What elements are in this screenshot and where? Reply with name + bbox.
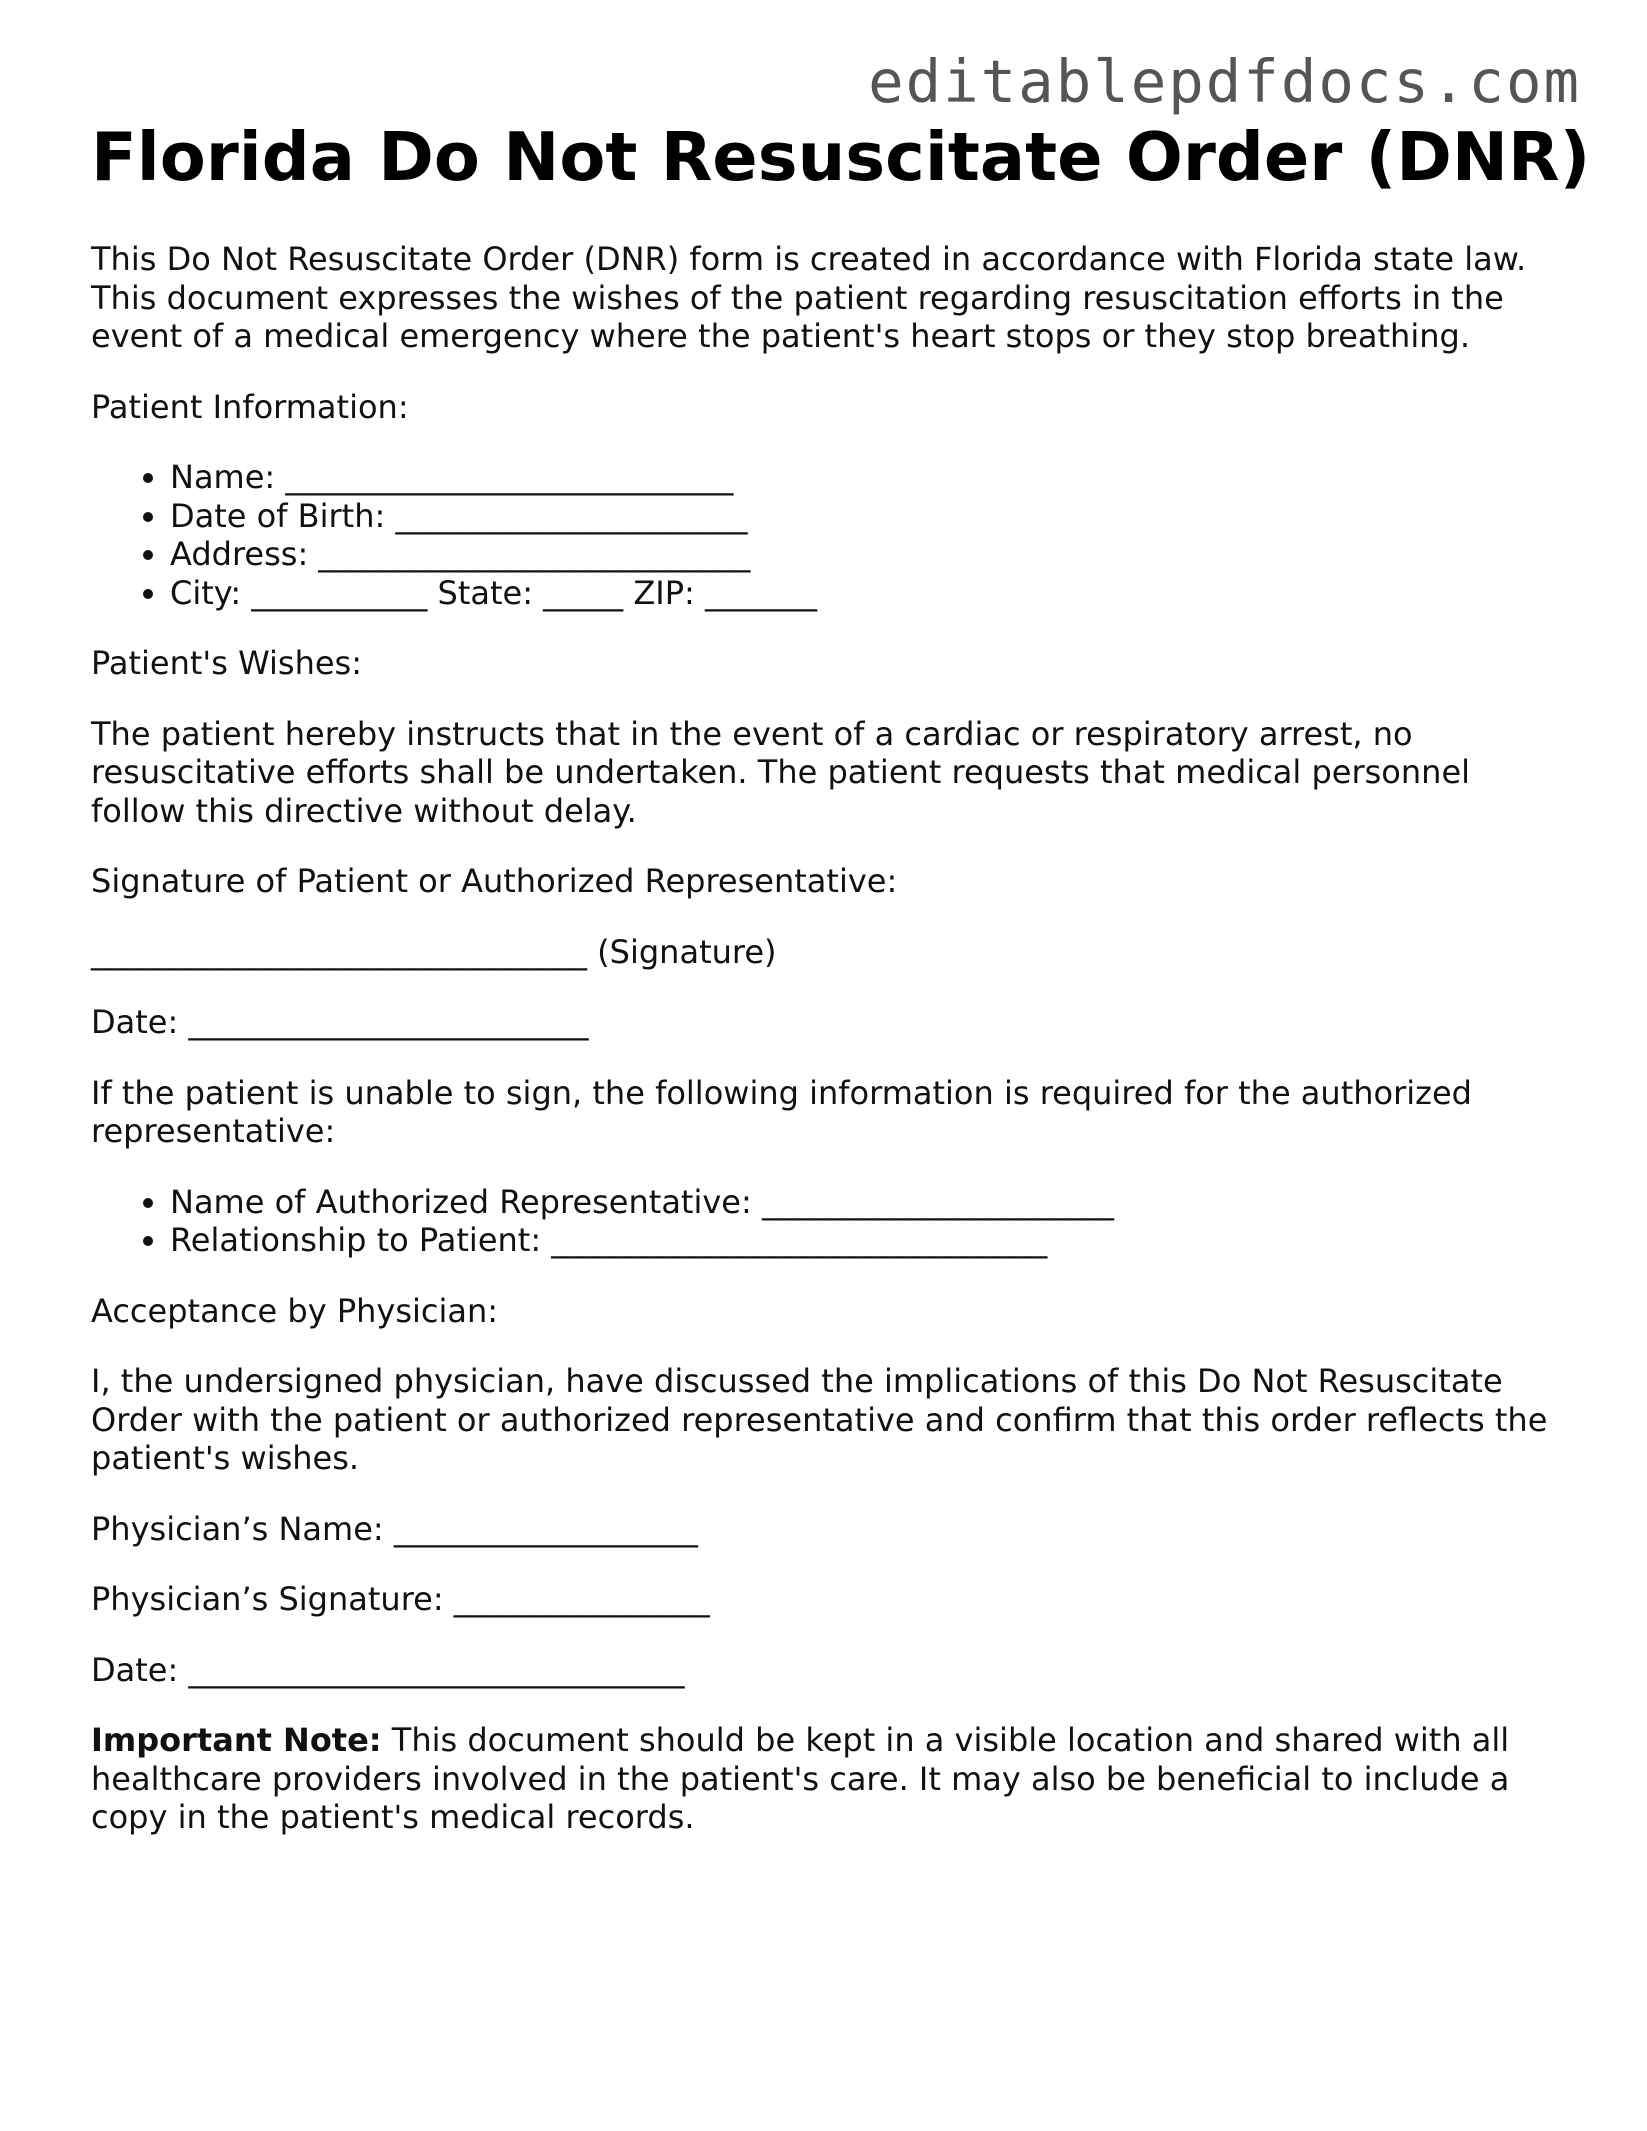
important-note <box>91 1721 1571 1837</box>
patient-wishes-text: The patient hereby instructs that in the event of a cardiac or respiratory arrest, no resuscitative efforts shall be undertaken. The patient requests that medical personnel follow this directive without delay. <box>91 714 1471 830</box>
representative-relationship-field[interactable]: • Relationship to Patient: _______________________________ <box>170 1221 1571 1260</box>
patient-info-list <box>91 458 1571 612</box>
document-body <box>91 118 1591 1869</box>
representative-list <box>91 1183 1571 1260</box>
patient-dob-field[interactable]: • Date of Birth: ______________________ <box>170 497 1571 536</box>
physician-heading: Acceptance by Physician: <box>91 1291 499 1330</box>
watermark: editablepdfdocs.com <box>868 47 1581 116</box>
physician-signature-field[interactable]: Physician’s Signature: ________________ <box>91 1580 710 1618</box>
patient-wishes-heading: Patient's Wishes: <box>91 644 362 682</box>
intro-paragraph: This Do Not Resuscitate Order (DNR) form is created in accordance with Florida state law. This document expresses the wishes of the patient regarding resuscitation efforts in the event of a medical emergency where the patient's heart stops or they stop breathing. <box>91 240 1527 355</box>
important-note-label: Important Note: <box>91 1721 382 1759</box>
physician-name-field[interactable]: Physician’s Name: ___________________ <box>91 1509 698 1548</box>
page-title: Florida Do Not Resuscitate Order (DNR) <box>91 118 1591 196</box>
patient-info-heading: Patient Information: <box>91 387 409 426</box>
patient-name-field[interactable]: • Name: ____________________________ <box>170 458 1571 497</box>
patient-city-state-zip-field[interactable]: • City: ___________ State: _____ ZIP: _______ <box>170 574 1571 613</box>
physician-date-field[interactable]: Date: _______________________________ <box>91 1650 685 1689</box>
important-note-text: This document should be kept in a visible location and shared with all healthcare providers involved in the patient's care. It may also be beneficial to include a copy in the patient's medical records. <box>91 1721 1510 1836</box>
patient-signature-field[interactable]: _______________________________ (Signature) <box>91 932 777 971</box>
representative-name-field[interactable]: • Name of Authorized Representative: ______________________ <box>170 1183 1571 1222</box>
physician-statement: I, the undersigned physician, have discussed the implications of this Do Not Resuscitate Order with the patient or authorized representative and confirm that this order reflects the patient's wishes. <box>91 1362 1548 1477</box>
signature-date-field[interactable]: Date: _________________________ <box>91 1003 589 1041</box>
signature-heading: Signature of Patient or Authorized Representative: <box>91 862 898 900</box>
patient-address-field[interactable]: • Address: ___________________________ <box>170 535 1571 574</box>
representative-intro: If the patient is unable to sign, the following information is required for the authorized representative: <box>91 1073 1472 1150</box>
